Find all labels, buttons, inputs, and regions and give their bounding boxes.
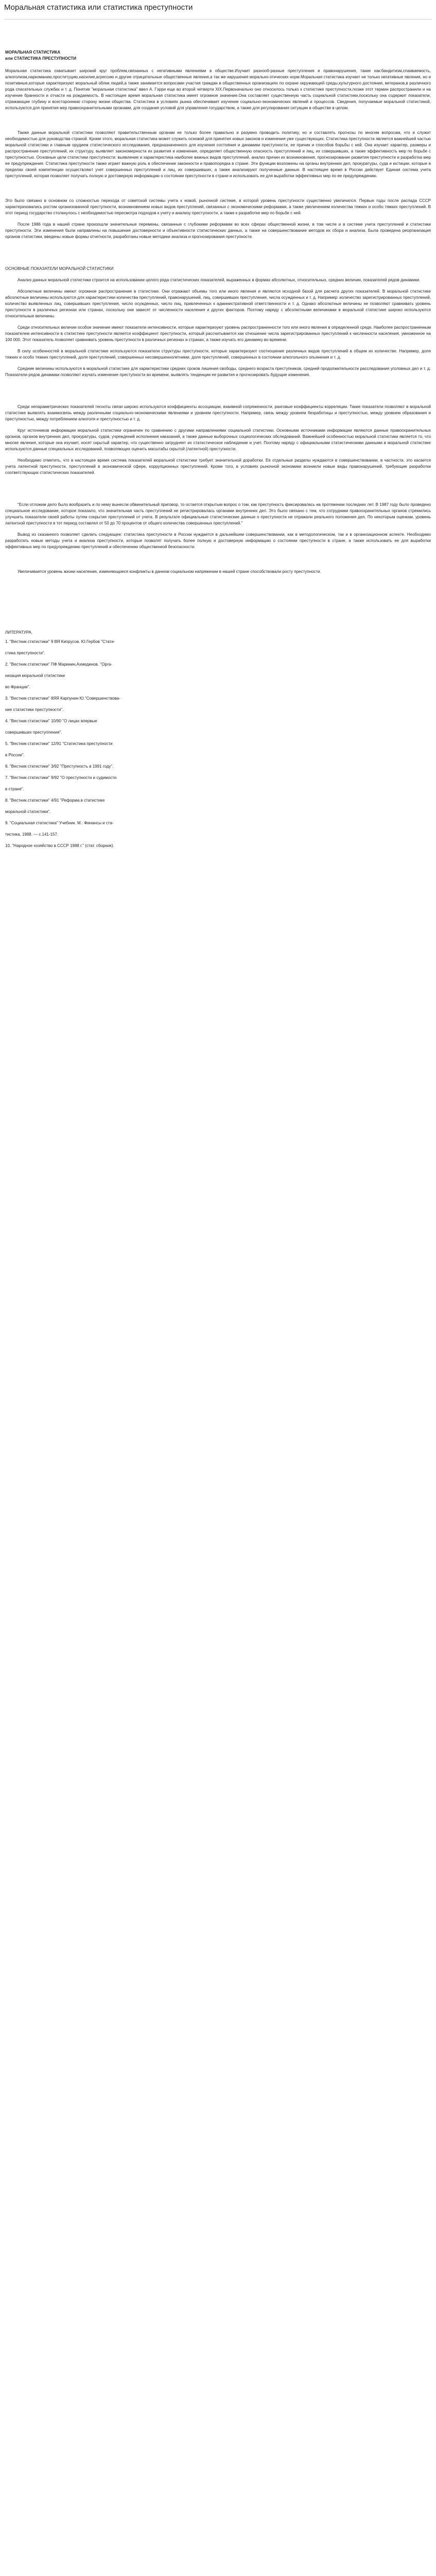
reference-item: 8. "Вестник статистики" 4/91 "Реформа в статистике xyxy=(5,798,105,803)
paragraph: Увеличивается уровень жизни населения, изменяющиеся конфликты в данном социальном напряжении в нашей стране способствовали росту преступности. xyxy=(18,569,321,574)
quote-paragraph: "Если отложим дело было вообразить и по нему вынесли обвинительный приговор, то остается открытым вопрос о том, как преступность фиксировалась на протяжении последних лет. В 1987 году было проведено специальное исследование, которое показало, что значительная часть преступлений не регистрировалась органами внутренних дел. Это было связано с тем, что сотрудники правоохранительных органов стремились улучшить показатели своей работы путем сокрытия преступлений от учета. В результате официальные статистические данные о преступности не отражали реального положения дел. По некоторым оценкам, уровень латентной преступности в тот период составлял от 50 до 70 процентов от общего количества совершенных преступлений." xyxy=(5,502,431,526)
reference-item: тистика, 1988. — с.141-157. xyxy=(5,832,59,837)
reference-item: 10. "Народное хозяйство в СССР 1988 г." (стат. сборник). xyxy=(5,843,114,848)
paragraph: Круг источников информации моральной статистики ограничен по сравнению с другими направлениями социальной статистики. Основными источниками информации являются данные правоохранительных органов, органов внутренних дел, прокуратуры, судов, учреждений исполнения наказаний, а также данные выборочных социологических обследований. Важнейшей особенностью моральной статистики является то, что многие явления, которые она изучает, носят скрытый характер, что существенно затрудняет их статистическое наблюдение и учет. Поэтому наряду с официальными статистическими данными в моральной статистике используются данные специальных исследований, позволяющих оценить масштабы скрытой (латентной) преступности. xyxy=(5,428,431,451)
paragraph: Анализ данных моральной статистики строится на использовании целого ряда статистических показателей, выраженных в формах абсолютных, относительных, средних величин, показателей рядов динамики. xyxy=(18,278,421,282)
reference-item: совершивших преступления". xyxy=(5,730,62,735)
reference-item: 1. "Вестник статистики" 9 ВЯ Кипрусов. Ю.Гербов "Стати- xyxy=(5,639,115,644)
paragraph: В силу особенностей в моральной статистике используются показатели структуры преступности, которые характеризуют соотношение различных видов преступлений в общем их количестве. Например, доля тяжких и особо тяжких преступлений, доля преступлений, совершенных несовершеннолетними, доля преступлений, совершенных в состоянии алкогольного опьянения и т. д. xyxy=(5,349,431,360)
paragraph: Это было связано в основном со сложностью перехода от советской системы учета к новой, рыночной системе, в которой уровень преступности существенно увеличился. Первые годы после распада СССР характеризовались ростом организованной преступности, возникновением новых видов преступлений, связанных с экономическими реформами, а также увеличением количества тяжких и особо тяжких преступлений. В этот период государство столкнулось с необходимостью пересмотра подходов к учету и анализу преступности, а также к разработке мер по борьбе с ней. xyxy=(5,198,431,215)
paragraph: Средние величины используются в моральной статистике для характеристики средних сроков лишения свободы, среднего возраста преступников, средней продолжительности расследования уголовных дел и т. д. Показатели рядов динамики позволяют изучать изменение преступности во времени, выявлять тенденции ее развития и прогнозировать будущие изменения. xyxy=(5,366,431,377)
doc-subheading: или СТАТИСТИКА ПРЕСТУПНОСТИ xyxy=(5,56,77,61)
paragraph: Среди относительных величин особое значение имеют показатели интенсивности, которые характеризуют уровень распространенности того или иного явления в определенной среде. Наиболее распространенным показателем интенсивности в статистике преступности является коэффициент преступности, который рассчитывается как отношение числа зарегистрированных преступлений к численности населения, умноженное на 100 000. Этот показатель позволяет сравнивать уровень преступности в различных регионах и странах, а также изучать его динамику во времени. xyxy=(5,325,431,342)
paragraph: Абсолютные величины имеют огромное распространение в статистике. Они отражают объемы того или иного явления и являются исходной базой для расчета других показателей. В моральной статистике абсолютные величины используются для характеристики количества преступлений, правонарушений, лиц, совершивших преступления, числа осужденных и т. д. Например: количество зарегистрированных преступлений, количество выявленных лиц, совершивших преступления, число осужденных, число лиц, привлеченных к административной ответственности и т. д. Однако абсолютные величины не позволяют сравнивать уровень преступности в различных регионах или странах, поскольку они зависят от численности населения и других факторов. Поэтому наряду с абсолютными величинами в моральной статистике широко используются относительные величины. xyxy=(5,289,431,318)
references-list xyxy=(5,639,431,849)
paragraph: Вывод из сказанного позволяет сделать следующее: статистика преступности в России нуждается в дальнейшем совершенствовании, как в методологическом, так и в организационном аспекте. Необходимо разработать новые методы учета и анализа преступности, которые позволят получать более полную и достоверную информацию о состоянии преступности в стране, а также использовать ее для выработки эффективных мер по предупреждению преступлений и обеспечению общественной безопасности. xyxy=(5,532,431,549)
doc-heading: МОРАЛЬНАЯ СТАТИСТИКА xyxy=(5,50,61,55)
reference-item: 5. "Вестник статистики" 12/91 "Статистика преступности xyxy=(5,741,113,746)
paragraph: После 1986 года в нашей стране произошли значительные перемены, связанные с глубокими реформами во всех сферах общественной жизни, в том числе и в системе учета преступлений и статистики преступности. Эти изменения были направлены на повышение достоверности и объективности статистических данных, а также на совершенствование методов их сбора и анализа. Была проведена реорганизация органов статистики, введены новые формы отчетности, разработаны новые методики анализа и прогнозирования преступности. xyxy=(5,222,431,239)
reference-item: низация моральной статистики xyxy=(5,673,65,678)
section-title: ОСНОВНЫЕ ПОКАЗАТЕЛИ МОРАЛЬНОЙ СТАТИСТИКИ xyxy=(5,266,114,271)
reference-item: в стране". xyxy=(5,787,24,791)
reference-item: в России". xyxy=(5,753,25,757)
reference-item: 4. "Вестник статистики" 10/90 "О лицах впервые xyxy=(5,719,97,723)
references-title: ЛИТЕРАТУРА. xyxy=(5,630,33,635)
paragraph: Среди непараметрических показателей тесноты связи широко используются коэффициенты ассоциации, взаимной сопряженности, ранговые коэффициенты корреляции. Такие показатели позволяют в моральной статистике выявлять взаимосвязь между различными социально-экономическими явлениями и уровнем преступности. Например, связь между уровнем безработицы и преступностью, между уровнем образования и преступностью, между потреблением алкоголя и преступностью и т. д. xyxy=(5,404,431,421)
document-body xyxy=(5,29,431,854)
paragraph: Также данные моральной статистики позволяют правительственным органам не только более правильно и разумно проводить политику, но и составлять прогнозы по многим вопросам, что и служит необходимостью для руководства страной. Кроме этого, моральная статистика может служить основой для принятия новых законов и изменения уже существующих. Статистика преступности является важнейшей частью моральной статистики и главным орудием статистического исследования, предназначенного для изучения состояния и динамики преступности, ее причин и способов борьбы с ней. Она изучает характер, размеры и распространение преступлений, их структуру, выявляет закономерности их развития и изменения, определяет общественную опасность преступлений и лиц, их совершивших, а также эффективность мер по борьбе с преступностью. Основные цели статистики преступности: выявление и характеристика наиболее важных видов преступлений, анализ причин их возникновения, прогнозирование развития преступности и разработка мер ее предупреждения. Статистика преступности также играет важную роль в обеспечении законности и правопорядка в стране. Эти функции возложены на органы внутренних дел, прокуратуры, суда и юстиции, которые в пределах своей компетенции осуществляют учет совершенных преступлений и лиц, их совершивших, а также анализируют полученные данные. В настоящее время в России действует Единая система учета преступлений, которая позволяет получать полную и достоверную информацию о состоянии преступности в стране и использовать ее для выработки эффективных мер по ее предупреждению. xyxy=(5,130,431,178)
reference-item: стика преступности". xyxy=(5,651,45,655)
reference-item: 6. "Вестник статистики" 3/92 "Преступность в 1991 году". xyxy=(5,764,114,769)
paragraph: Необходимо отметить, что в настоящее время система показателей моральной статистики требует значительной доработки. Ее отдельные разделы нуждаются в совершенствовании, в частности, это касается учета латентной преступности, преступлений в экономической сфере, коррупционных преступлений. Кроме того, в условиях рыночной экономики возникли новые виды правонарушений, требующие разработки соответствующих статистических показателей. xyxy=(5,458,431,475)
reference-item: 2. "Вестник статистики" ПФ Маринин,Ахмединов. "Орга- xyxy=(5,662,112,667)
reference-item: моральной статистики". xyxy=(5,809,51,814)
reference-item: 9. "Социальная статистика" Учебник. М.: Финансы и ста- xyxy=(5,821,114,825)
page-title: Моральная статистика или статистика преступности xyxy=(4,0,432,20)
reference-item: 7. "Вестник статистики" 9/92 "О преступности и судимости xyxy=(5,775,117,780)
reference-item: 3. "Вестник статистики" 8ЯЯ Карпунин Ю."Совершенствова- xyxy=(5,696,120,701)
paragraph: Моральная статистика охватывает широкий круг проблем,связанных с негативными явлениями в обществе.Изучает разнооб-разные преступления и правонарушения, такие как:бандитизм,спаиваемость, алкоголизм,наркоманию,проституцию,насилие,агрессию и другие отрицательные общественные явления,а так же нарушения морально-этических норм.Моральная статистика изучает не только негативные явления, но и позитивные,которые характеризуют моральный облик людей,а также занимается вопросами участия граждан в общественных организациях по охране окружающей среды,культурного достояния, ветеранов,в различного рода спасательных службах и т. д. Понятие "моральная статистика" ввел А. Гэрри еще во второй четверти XIX.Первоначально оно относилось только к статистике преступности,позже этот термин распространили и на изучение бранности и отчасти на рождаемость. В настоящее время моральная статистика имеет огромное значение.Она составляет существенную часть социальной статистики,поскольку она содержит показатели, отражающие глубину и всестороннюю сторону жизни общества. Статистика в условиях рынка обеспечивает изучение социально-экономических явлений и процессов. Сведения, получаемые моральной статистикой, используются для принятия мер правоохранительными органами, для создания условий для управления государством, а также для регулирования ситуации в обществе в целом. xyxy=(5,69,431,110)
reference-item: во Франции". xyxy=(5,685,30,689)
reference-item: ние статистики преступности". xyxy=(5,707,64,712)
